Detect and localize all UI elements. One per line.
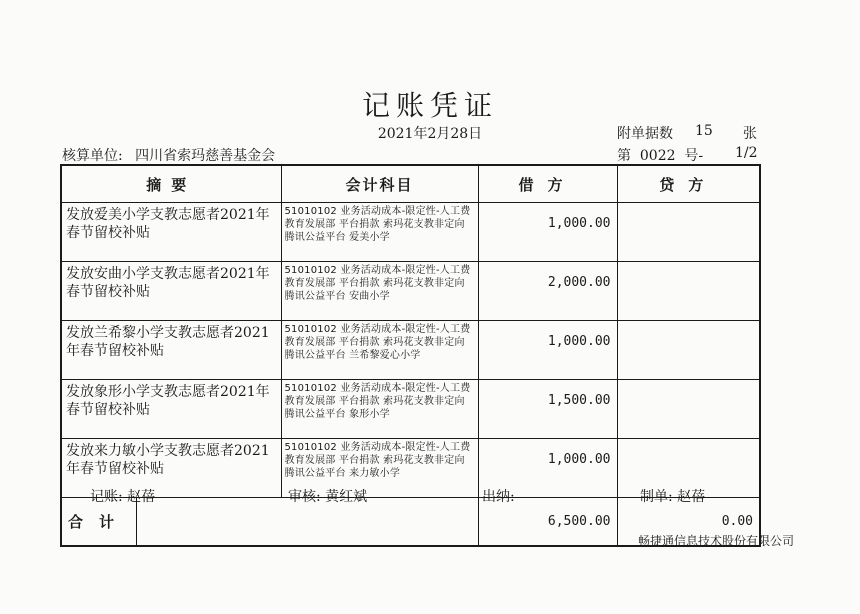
voucher-page: 1/2 [735,145,758,161]
total-debit: 6,500.00 [478,498,617,547]
row-summary: 发放安曲小学支教志愿者2021年春节留校补贴 [61,262,281,321]
row-summary: 发放爱美小学支教志愿者2021年春节留校补贴 [61,203,281,262]
row-account: 51010102 业务活动成本-限定性-人工费 教育发展部 平台捐款 索玛花支教非定向 腾讯公益平台 兰希黎爱心小学 [281,321,478,380]
row-account: 51010102 业务活动成本-限定性-人工费 教育发展部 平台捐款 索玛花支教非定向 腾讯公益平台 安曲小学 [281,262,478,321]
row-summary: 发放兰希黎小学支教志愿者2021年春节留校补贴 [61,321,281,380]
signature-preparer: 制单: 赵蓓 [640,489,706,505]
voucher-title: 记账凭证 [361,89,498,122]
attachments-count: 15 [695,123,713,139]
attachments-label: 附单据数 [617,126,673,142]
row-debit: 1,000.00 [478,439,617,498]
accounting-unit [62,145,275,165]
row-account: 51010102 业务活动成本-限定性-人工费 教育发展部 平台捐款 索玛花支教非定向 腾讯公益平台 爱美小学 [281,203,478,262]
row-summary: 发放象形小学支教志愿者2021年春节留校补贴 [61,380,281,439]
column-header-account: 会计科目 [281,165,478,203]
table-header-row [61,165,760,203]
table-row [61,380,760,439]
voucher-date: 2021年2月28日 [377,126,483,142]
signature-reviewer: 审核: 黄红斌 [288,489,368,505]
table-row [61,262,760,321]
row-debit: 1,500.00 [478,380,617,439]
software-company: 畅捷通信息技术股份有限公司 [637,534,794,548]
row-credit [617,380,760,439]
table-row [61,203,760,262]
table-row [61,321,760,380]
row-debit: 1,000.00 [478,321,617,380]
total-label: 合计 [62,498,137,545]
voucher-number: 第 0022 号- [617,148,704,164]
column-header-credit: 贷方 [617,165,760,203]
column-header-summary: 摘要 [61,165,281,203]
row-account: 51010102 业务活动成本-限定性-人工费 教育发展部 平台捐款 索玛花支教非定向 腾讯公益平台 来力敏小学 [281,439,478,498]
row-account: 51010102 业务活动成本-限定性-人工费 教育发展部 平台捐款 索玛花支教非定向 腾讯公益平台 象形小学 [281,380,478,439]
attachments-info [617,123,767,141]
column-header-debit: 借方 [478,165,617,203]
accounting-unit-name: 四川省索玛慈善基金会 [135,148,276,164]
row-credit [617,262,760,321]
accounting-unit-label: 核算单位: [62,148,123,164]
row-summary: 发放来力敏小学支教志愿者2021年春节留校补贴 [61,439,281,498]
row-credit [617,203,760,262]
signature-bookkeeper: 记账: 赵蓓 [90,489,156,505]
row-credit [617,321,760,380]
total-credit: 0.00 [617,498,760,547]
signature-cashier: 出纳: [482,489,515,505]
voucher-number-info [617,145,767,163]
attachments-unit: 张 [743,126,757,142]
row-debit: 1,000.00 [478,203,617,262]
row-debit: 2,000.00 [478,262,617,321]
